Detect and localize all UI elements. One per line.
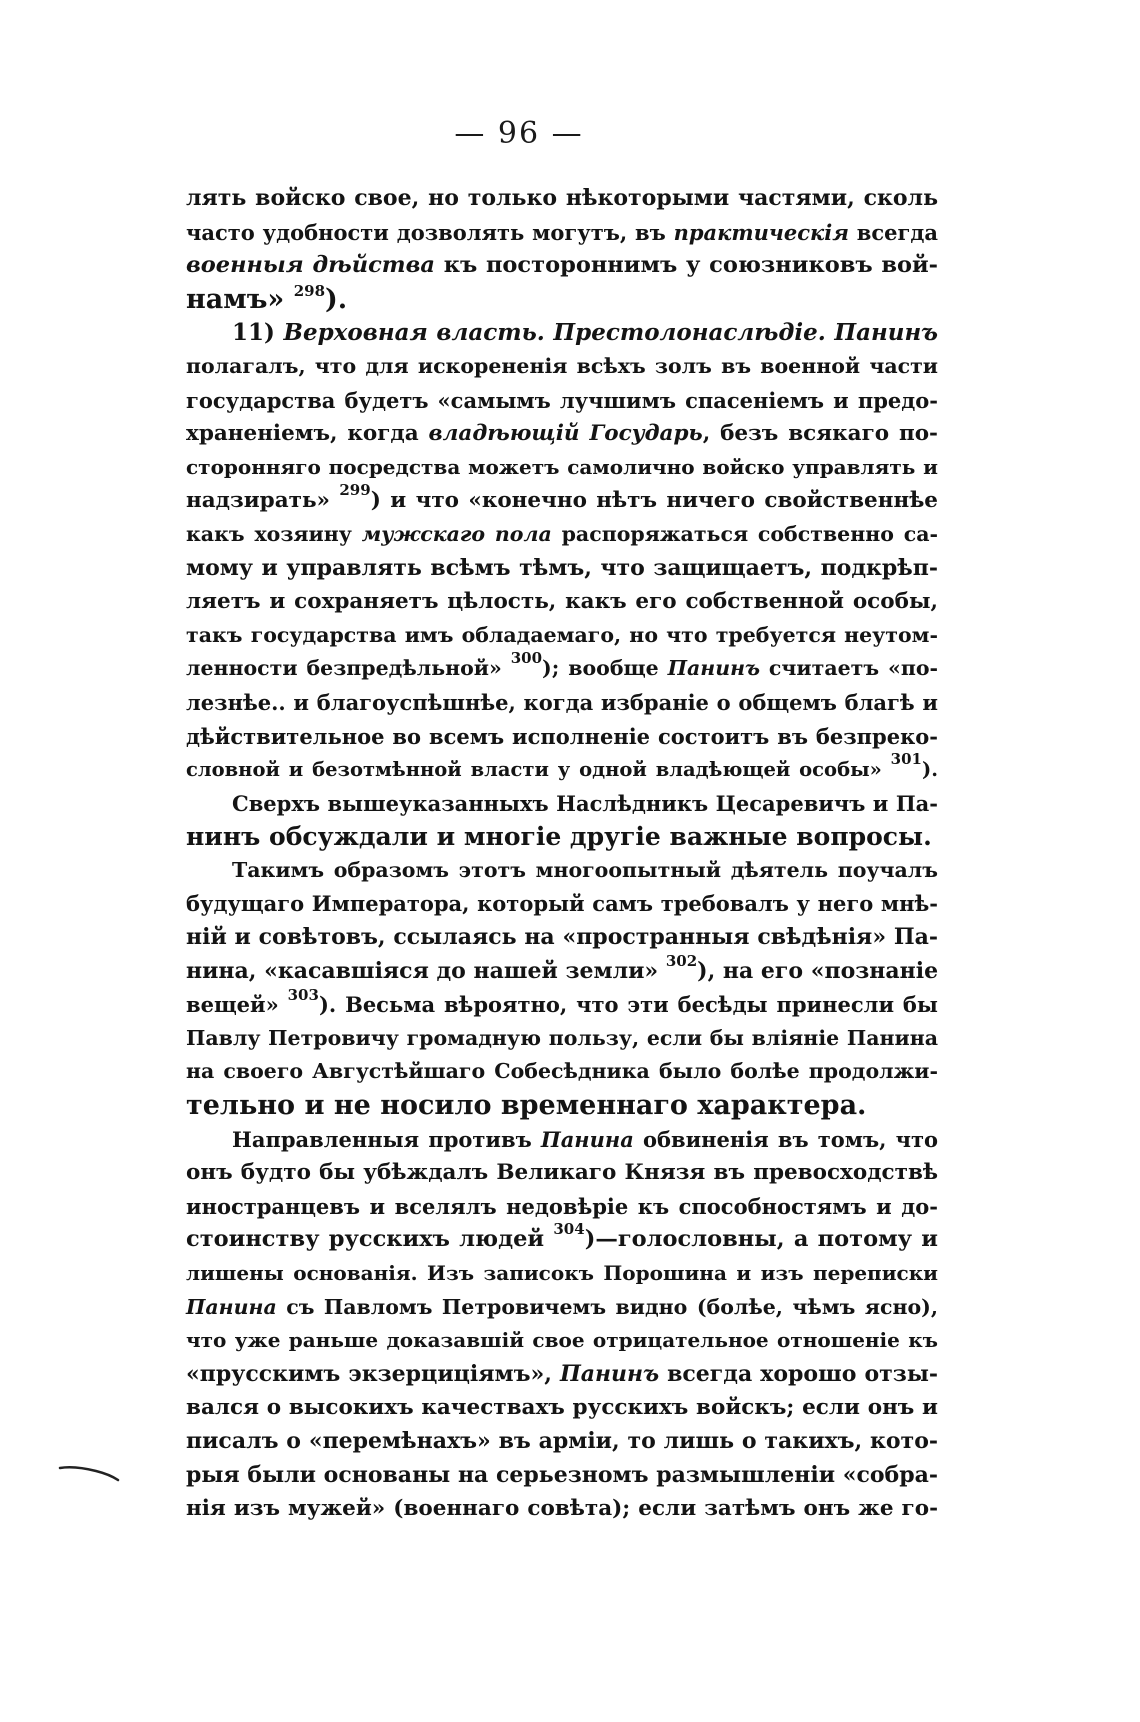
text-span: къ постороннимъ у союзниковъ вой- [434,252,939,279]
italic-span: Панина [540,1126,634,1152]
text-line [186,1123,938,1157]
text-line [186,1089,938,1123]
text-span: намъ» [186,283,294,315]
text-line [186,887,938,921]
text-span: ). Весьма вѣроятно, что эти бесѣды принесли бы [318,992,938,1018]
text-line [186,481,938,518]
footnote-ref: 304 [553,1220,585,1239]
text-span: всегда хорошо отзы- [659,1360,939,1387]
text-line [186,283,938,317]
italic-span: Панина [186,1294,277,1319]
text-line [186,921,938,955]
text-span: ній и совѣтовъ, ссылаясь на «пространныя свѣдѣнія» Па- [186,924,938,951]
text-span: вещей» [186,992,288,1018]
text-line [186,1220,938,1257]
text-span: ленности безпредѣльной» [186,656,511,681]
text-span: рыя были основаны на серьезномъ размышленіи «собра- [186,1461,938,1488]
text-line [186,552,938,586]
text-span: ляетъ и сохраняетъ цѣлость, какъ его собственной особы, [186,589,938,615]
text-line [186,350,938,384]
text-line [186,384,938,418]
text-span: лишены основанія. Изъ записокъ Порошина и изъ переписки [186,1261,938,1285]
text-span: будущаго Императора, который самъ требовалъ у него мнѣ- [186,891,938,917]
ink-smudge-mark [58,1462,120,1482]
text-span: нина, «касавшіяся до нашей земли» [186,957,666,984]
text-span: ) и что «конечно нѣтъ ничего свойственнѣе [370,488,938,514]
footnote-ref: 303 [287,986,319,1005]
text-span: храненіемъ, когда [186,421,429,447]
text-line [186,1492,938,1526]
text-span: нія изъ мужей» (военнаго совѣта); если затѣмъ онъ же го- [186,1496,938,1522]
text-line [186,417,938,451]
text-line [186,585,938,619]
text-line [186,686,938,720]
text-span: сторонняго посредства можетъ самолично войско управлять и [186,454,938,479]
text-line [186,649,939,686]
text-span: ). [921,758,938,782]
italic-span: Верховная власть. Престолонаслѣдіе. Панинъ [283,319,938,347]
text-span: мому и управлять всѣмъ тѣмъ, что защищаетъ, подкрѣп- [186,554,938,581]
text-span: ). [325,283,348,315]
text-span: какъ хозяину [186,521,362,546]
footnote-ref: 298 [293,281,326,300]
text-line [186,988,938,1022]
italic-span: практическія [673,219,849,245]
text-span: дѣйствительное во всемъ исполненіе состоитъ въ безпреко- [186,723,938,749]
text-span: распоряжаться собственно са- [551,521,938,546]
italic-span: Панинъ [559,1360,660,1387]
text-span: такъ государства имъ обладаемаго, но что требуется неутом- [186,622,938,647]
text-line [186,1022,938,1056]
text-span: словной и безотмѣнной власти у одной владѣющей особы» [186,758,891,782]
text-span: Такимъ образомъ этотъ многоопытный дѣятель поучалъ [232,857,938,882]
text-span: Сверхъ вышеуказанныхъ Наслѣдникъ Цесаревичъ и Па- [232,790,938,816]
text-line [186,518,938,552]
text-span: ); вообще [542,656,668,681]
text-span: нинъ обсуждали и многіе другіе важные вопросы. [186,822,932,852]
text-line [186,787,938,821]
text-span: на своего Августѣйшаго Собесѣдника было болѣе продолжи- [186,1059,938,1084]
text-span: иностранцевъ и вселялъ недовѣріе къ способностямъ и до- [186,1193,938,1219]
body-text [186,182,938,1526]
text-span: писалъ о «перемѣнахъ» въ арміи, то лишь о такихъ, кото- [186,1427,938,1454]
text-span: лезнѣе.. и благоуспѣшнѣе, когда избраніе о общемъ благѣ и [186,689,938,715]
text-span: государства будетъ «самымъ лучшимъ спасеніемъ и предо- [186,387,938,413]
footnote-ref: 299 [339,481,371,500]
footnote-ref: 302 [665,951,698,970]
text-line [186,619,938,653]
footnote-ref: 300 [510,649,543,668]
italic-span: мужскаго пола [361,521,552,546]
italic-span: военныя дѣйства [186,252,435,279]
text-span: ), на его «познаніе [697,957,939,984]
text-line [186,1291,938,1325]
text-line [186,1391,938,1425]
page-number: — 96 — [454,116,584,151]
text-line [186,451,938,485]
text-line [186,249,938,283]
text-span: часто удобности дозволять могутъ, въ [186,219,674,245]
text-line [186,182,938,216]
text-span: считаетъ «по- [760,656,939,681]
footnote-ref: 301 [890,750,922,769]
text-span: лять войско свое, но только нѣкоторыми частями, сколь [186,185,938,211]
text-span: онъ будто бы убѣждалъ Великаго Князя въ превосходствѣ [186,1160,938,1186]
text-line [186,1156,938,1190]
text-line [186,750,938,787]
text-line [186,216,938,250]
text-line [186,1190,938,1224]
text-line [186,820,938,854]
text-span: что уже раньше доказавшій свое отрицательное отношеніе къ [186,1328,938,1353]
text-line [186,1459,938,1493]
italic-span: владѣющій Государь [428,421,703,447]
text-span: полагалъ, что для искорененія всѣхъ золъ въ военной части [186,353,938,378]
text-line [186,1324,938,1358]
text-line [186,720,938,754]
text-span: вался о высокихъ качествахъ русскихъ войскъ; если онъ и [186,1395,938,1421]
text-span: Павлу Петровичу громадную пользу, если бы вліяніе Панина [186,1025,938,1050]
text-line [186,316,938,350]
text-span: )—голословны, а потому и [584,1226,938,1253]
text-span: 11) [232,319,284,347]
text-line [186,1425,938,1459]
text-span: всегда [848,219,938,245]
text-span: обвиненія въ томъ, что [633,1126,938,1152]
text-span: съ Павломъ Петровичемъ видно (болѣе, чѣмъ ясно), [276,1294,938,1319]
text-span: , безъ всякаго по- [702,421,938,447]
text-line [186,1055,938,1089]
text-line [186,1257,938,1291]
text-span: стоинству русскихъ людей [186,1226,554,1253]
text-line [186,951,939,989]
italic-span: Панинъ [667,656,761,681]
text-span: тельно и не носило временнаго характера. [186,1090,867,1122]
text-line [186,854,938,888]
text-span: Направленныя противъ [232,1126,541,1152]
text-span: надзирать» [186,488,340,514]
text-line [186,1358,938,1392]
text-span: «прусскимъ экзерциціямъ», [186,1360,560,1387]
